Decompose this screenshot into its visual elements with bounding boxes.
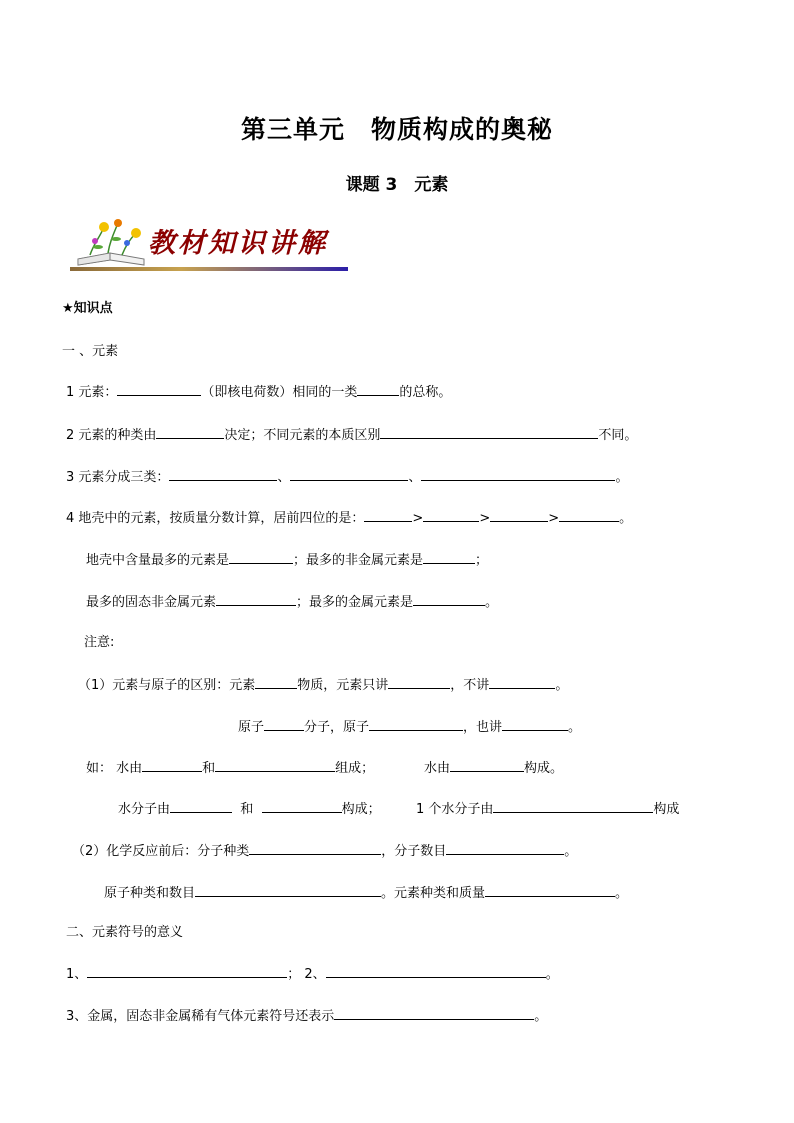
q1-label: 1 元素： [66, 385, 118, 400]
note-label: 注意: [84, 635, 115, 650]
blank[interactable] [170, 798, 232, 813]
note1-text: ，不讲 [450, 678, 490, 693]
note-2-atoms [104, 882, 628, 901]
q3-end: 。 [615, 470, 629, 485]
reaction-text: ，分子数目 [381, 844, 447, 859]
question-3 [66, 466, 628, 485]
blank[interactable] [255, 674, 297, 689]
section-banner [70, 215, 350, 275]
page-title: 第三单元 物质构成的奥秘 [240, 115, 553, 144]
question-2 [66, 424, 637, 443]
blank[interactable] [388, 674, 450, 689]
example-text: 水由 [424, 761, 451, 776]
symbol-meaning-1-2 [66, 963, 559, 982]
crust-text: ；最多的金属元素是 [296, 595, 414, 610]
note-1 [78, 674, 568, 693]
symbol-text: ； 2、 [287, 967, 326, 982]
blank[interactable] [87, 963, 287, 978]
symbol-text: 3、金属，固态非金属稀有气体元素符号还表示 [66, 1009, 335, 1024]
crust-text: ；最多的非金属元素是 [293, 553, 424, 568]
note1-text: 物质，元素只讲 [297, 678, 389, 693]
crust-solid-line [86, 591, 498, 610]
symbol-end: 。 [545, 967, 559, 982]
atom-text: ，也讲 [463, 720, 503, 735]
example-one-molecule [416, 798, 679, 817]
example-water-composition [86, 757, 374, 776]
crust-text: 最多的固态非金属元素 [86, 595, 217, 610]
blank[interactable] [215, 757, 335, 772]
reaction-end: 。 [615, 886, 629, 901]
question-4 [66, 507, 632, 526]
blank[interactable] [156, 424, 224, 439]
note1-end: 。 [555, 678, 569, 693]
banner-title: 教材知识讲解 [148, 228, 328, 259]
example-end: 构成。 [524, 761, 564, 776]
note-1-atom [238, 716, 581, 735]
q2-text: 决定；不同元素的本质区别 [224, 428, 381, 443]
greater-than: > [548, 511, 560, 526]
crust-text: 地壳中含量最多的元素是 [86, 553, 230, 568]
blank[interactable] [446, 840, 564, 855]
symbol-text: 1、 [66, 967, 88, 982]
blank[interactable] [264, 716, 304, 731]
blank[interactable] [489, 674, 555, 689]
example-text: 构成； [341, 802, 381, 817]
blank[interactable] [357, 381, 399, 396]
q4-label: 4 地壳中的元素，按质量分数计算，居前四位的是： [66, 511, 365, 526]
blank[interactable] [559, 507, 619, 522]
example-end: 构成 [653, 802, 680, 817]
example-text: 组成； [335, 761, 375, 776]
separator: 、 [277, 470, 291, 485]
reaction-text: 原子种类和数目 [104, 886, 196, 901]
example-text: 和 [240, 802, 254, 817]
symbol-end: 。 [534, 1009, 548, 1024]
example-text: 如： 水由 [86, 761, 143, 776]
blank[interactable] [369, 716, 463, 731]
blank[interactable] [421, 466, 615, 481]
q3-label: 3 元素分成三类： [66, 470, 170, 485]
question-1 [66, 381, 451, 400]
knowledge-point-heading: ★知识点 [62, 301, 113, 316]
q1-text: （即核电荷数）相同的一类 [201, 385, 358, 400]
example-water-structure [424, 757, 563, 776]
reaction-end: 。 [564, 844, 578, 859]
section-2-heading: 二、元素符号的意义 [66, 925, 184, 940]
reaction-text: 。元素种类和质量 [381, 886, 486, 901]
blank[interactable] [169, 466, 277, 481]
lesson-subtitle: 课题 3 元素 [345, 175, 449, 195]
blank[interactable] [249, 840, 381, 855]
blank[interactable] [490, 507, 548, 522]
note1-text: （1）元素与原子的区别：元素 [78, 678, 256, 693]
greater-than: > [479, 511, 491, 526]
blank[interactable] [262, 798, 342, 813]
greater-than: > [412, 511, 424, 526]
blank[interactable] [485, 882, 615, 897]
symbol-meaning-3 [66, 1005, 547, 1024]
blank[interactable] [380, 424, 598, 439]
blank[interactable] [502, 716, 568, 731]
example-text: 1 个水分子由 [416, 802, 494, 817]
blank[interactable] [290, 466, 408, 481]
note-2 [72, 840, 577, 859]
crust-most-line [86, 549, 488, 568]
banner-underline [70, 267, 348, 271]
blank[interactable] [450, 757, 524, 772]
blank[interactable] [195, 882, 381, 897]
atom-text: 原子 [238, 720, 265, 735]
blank[interactable] [423, 549, 475, 564]
crust-end: 。 [485, 595, 499, 610]
section-1-heading: 一 、元素 [62, 344, 119, 359]
blank[interactable] [493, 798, 653, 813]
blank[interactable] [413, 591, 485, 606]
blank[interactable] [334, 1005, 534, 1020]
q2-end: 不同。 [598, 428, 638, 443]
blank[interactable] [364, 507, 412, 522]
book-with-flowers-icon [70, 215, 150, 267]
blank[interactable] [423, 507, 479, 522]
reaction-text: （2）化学反应前后：分子种类 [72, 844, 250, 859]
crust-end: ； [475, 553, 489, 568]
example-molecule-composition [118, 798, 381, 817]
q2-label: 2 元素的种类由 [66, 428, 157, 443]
blank[interactable] [326, 963, 546, 978]
atom-text: 分子，原子 [304, 720, 370, 735]
blank[interactable] [216, 591, 296, 606]
separator: 、 [408, 470, 422, 485]
example-text: 水分子由 [118, 802, 171, 817]
blank[interactable] [142, 757, 202, 772]
q1-end: 的总称。 [399, 385, 452, 400]
q4-end: 。 [619, 511, 633, 526]
blank[interactable] [117, 381, 201, 396]
blank[interactable] [229, 549, 293, 564]
atom-end: 。 [568, 720, 582, 735]
example-text: 和 [202, 761, 216, 776]
